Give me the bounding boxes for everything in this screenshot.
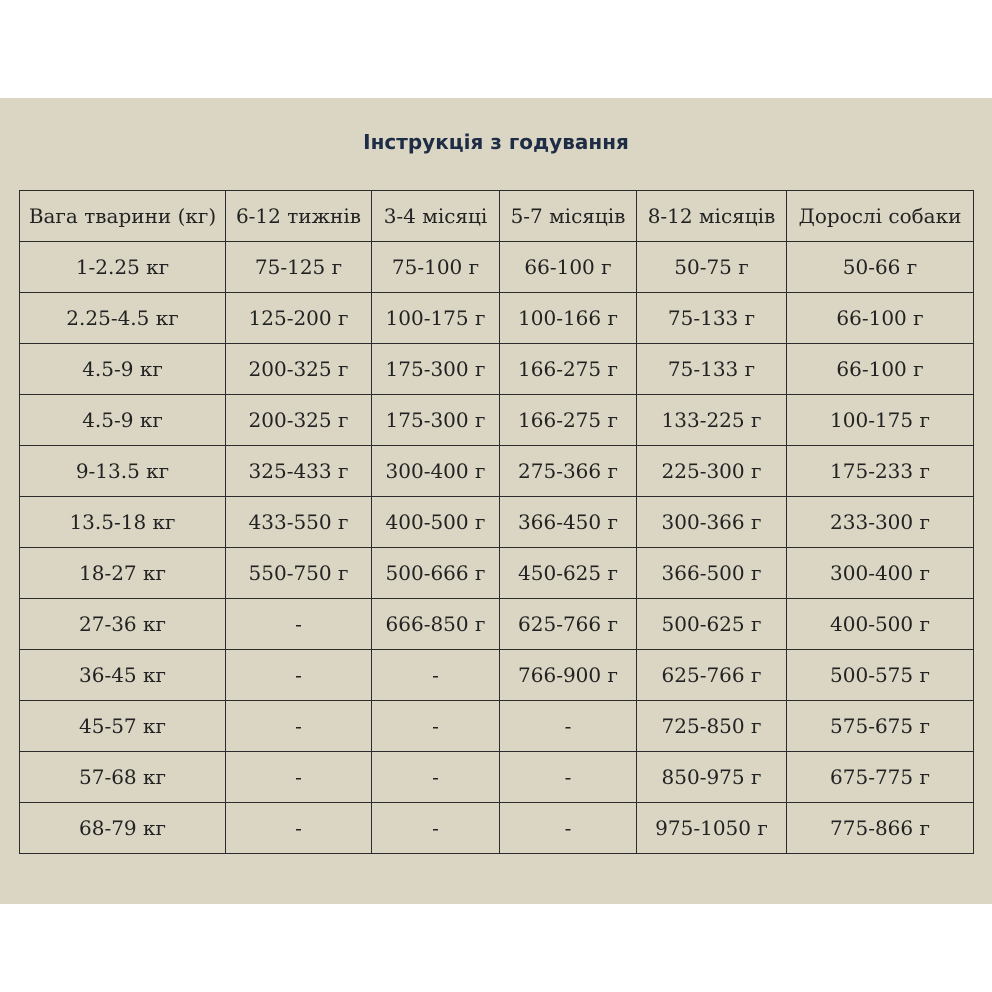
portion-cell: 450-625 г <box>500 548 637 599</box>
header-cell: Вага тварини (кг) <box>20 191 226 242</box>
portion-cell: 850-975 г <box>637 752 787 803</box>
portion-cell: - <box>226 803 372 854</box>
portion-cell: 50-75 г <box>637 242 787 293</box>
portion-cell: - <box>372 701 500 752</box>
weight-cell: 18-27 кг <box>20 548 226 599</box>
weight-cell: 4.5-9 кг <box>20 344 226 395</box>
weight-cell: 4.5-9 кг <box>20 395 226 446</box>
weight-cell: 9-13.5 кг <box>20 446 226 497</box>
portion-cell: - <box>372 752 500 803</box>
portion-cell: 175-233 г <box>787 446 974 497</box>
portion-cell: 175-300 г <box>372 395 500 446</box>
portion-cell: 100-175 г <box>372 293 500 344</box>
portion-cell: - <box>226 599 372 650</box>
portion-cell: 200-325 г <box>226 344 372 395</box>
table-header-row <box>20 191 974 242</box>
portion-cell: 100-166 г <box>500 293 637 344</box>
portion-cell: 125-200 г <box>226 293 372 344</box>
portion-cell: 500-625 г <box>637 599 787 650</box>
portion-cell: 66-100 г <box>500 242 637 293</box>
portion-cell: - <box>500 701 637 752</box>
header-cell: 8-12 місяців <box>637 191 787 242</box>
header-cell: 5-7 місяців <box>500 191 637 242</box>
portion-cell: 300-400 г <box>372 446 500 497</box>
portion-cell: 50-66 г <box>787 242 974 293</box>
portion-cell: 666-850 г <box>372 599 500 650</box>
portion-cell: 766-900 г <box>500 650 637 701</box>
portion-cell: - <box>372 803 500 854</box>
portion-cell: 500-575 г <box>787 650 974 701</box>
portion-cell: 275-366 г <box>500 446 637 497</box>
portion-cell: 400-500 г <box>372 497 500 548</box>
portion-cell: 625-766 г <box>637 650 787 701</box>
portion-cell: - <box>372 650 500 701</box>
weight-cell: 36-45 кг <box>20 650 226 701</box>
header-cell: 6-12 тижнів <box>226 191 372 242</box>
portion-cell: 575-675 г <box>787 701 974 752</box>
portion-cell: 175-300 г <box>372 344 500 395</box>
portion-cell: 300-400 г <box>787 548 974 599</box>
portion-cell: - <box>226 650 372 701</box>
portion-cell: 975-1050 г <box>637 803 787 854</box>
portion-cell: 366-450 г <box>500 497 637 548</box>
table-row <box>20 803 974 854</box>
table-row <box>20 242 974 293</box>
table-row <box>20 752 974 803</box>
table-row <box>20 446 974 497</box>
portion-cell: 133-225 г <box>637 395 787 446</box>
portion-cell: - <box>226 752 372 803</box>
portion-cell: 300-366 г <box>637 497 787 548</box>
portion-cell: 66-100 г <box>787 344 974 395</box>
weight-cell: 45-57 кг <box>20 701 226 752</box>
portion-cell: 233-300 г <box>787 497 974 548</box>
weight-cell: 27-36 кг <box>20 599 226 650</box>
weight-cell: 13.5-18 кг <box>20 497 226 548</box>
header-cell: 3-4 місяці <box>372 191 500 242</box>
weight-cell: 57-68 кг <box>20 752 226 803</box>
portion-cell: 166-275 г <box>500 344 637 395</box>
table-row <box>20 497 974 548</box>
header-cell: Дорослі собаки <box>787 191 974 242</box>
portion-cell: 775-866 г <box>787 803 974 854</box>
portion-cell: 366-500 г <box>637 548 787 599</box>
table-row <box>20 548 974 599</box>
portion-cell: 75-125 г <box>226 242 372 293</box>
portion-cell: 325-433 г <box>226 446 372 497</box>
table-row <box>20 344 974 395</box>
portion-cell: 166-275 г <box>500 395 637 446</box>
portion-cell: 400-500 г <box>787 599 974 650</box>
table-row <box>20 701 974 752</box>
page-title: Інструкція з годування <box>363 130 629 154</box>
table-row <box>20 599 974 650</box>
table-row <box>20 395 974 446</box>
portion-cell: 225-300 г <box>637 446 787 497</box>
portion-cell: 550-750 г <box>226 548 372 599</box>
portion-cell: 200-325 г <box>226 395 372 446</box>
portion-cell: 75-133 г <box>637 344 787 395</box>
portion-cell: 100-175 г <box>787 395 974 446</box>
weight-cell: 2.25-4.5 кг <box>20 293 226 344</box>
table-row <box>20 650 974 701</box>
portion-cell: 66-100 г <box>787 293 974 344</box>
weight-cell: 68-79 кг <box>20 803 226 854</box>
portion-cell: 75-133 г <box>637 293 787 344</box>
weight-cell: 1-2.25 кг <box>20 242 226 293</box>
portion-cell: - <box>500 803 637 854</box>
table-row <box>20 293 974 344</box>
portion-cell: 725-850 г <box>637 701 787 752</box>
portion-cell: 75-100 г <box>372 242 500 293</box>
portion-cell: 500-666 г <box>372 548 500 599</box>
portion-cell: 675-775 г <box>787 752 974 803</box>
portion-cell: 625-766 г <box>500 599 637 650</box>
portion-cell: - <box>226 701 372 752</box>
portion-cell: - <box>500 752 637 803</box>
portion-cell: 433-550 г <box>226 497 372 548</box>
feeding-table <box>19 190 974 854</box>
